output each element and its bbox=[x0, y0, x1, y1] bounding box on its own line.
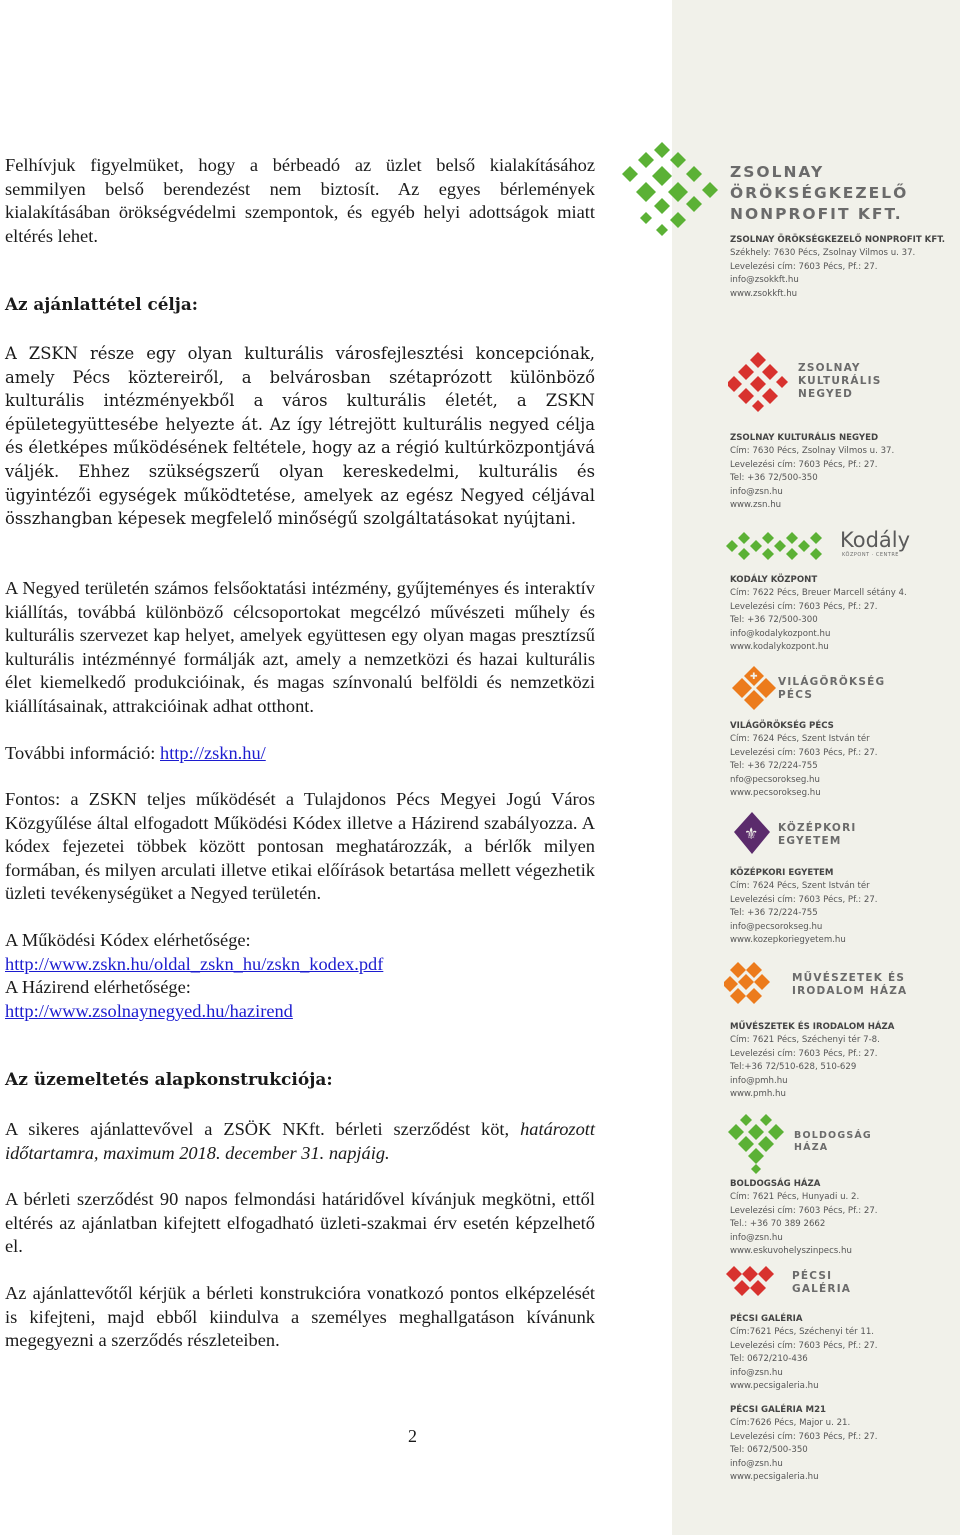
kozepkori-brand: KÖZÉPKORI EGYETEM bbox=[778, 822, 857, 847]
vilagorokseg-brand: VILÁGÖRÖKSÉG PÉCS bbox=[778, 676, 886, 701]
boldogsag-logo-icon bbox=[726, 1112, 786, 1174]
section-heading-purpose: Az ajánlattétel célja: bbox=[5, 294, 198, 314]
operation-paragraph-1 bbox=[5, 1118, 595, 1165]
kodaly-logo-icon bbox=[724, 520, 834, 564]
page-number: 2 bbox=[408, 1426, 417, 1446]
kodex-label: A Működési Kódex elérhetősége: bbox=[5, 930, 251, 950]
operation-paragraph-1-text: A sikeres ajánlattevővel a ZSÖK NKft. bérleti szerződést köt, bbox=[5, 1119, 521, 1139]
section-heading-operation: Az üzemeltetés alapkonstrukciója: bbox=[5, 1070, 333, 1090]
muveszetek-info: MŰVÉSZETEK ÉS IRODALOM HÁZA Cím: 7621 Pécs, Széchenyi tér 7-8. Levelezési cím: 7603 Pécs, Pf.: 27. Tel:+36 72/510-628, 510-629 info@pmh.hu www.pmh.hu bbox=[730, 1022, 895, 1100]
kodaly-brand: Kodály bbox=[840, 528, 911, 552]
zsn-info: ZSOLNAY KULTURÁLIS NEGYED Cím: 7630 Pécs, Zsolnay Vilmos u. 37. Levelezési cím: 7603 Pécs, Pf.: 27. Tel: +36 72/500-350 info@zsn.hu www.zsn.hu bbox=[730, 433, 895, 511]
zsn-logo-icon bbox=[728, 350, 788, 412]
kozepkori-logo-icon bbox=[730, 810, 774, 856]
operation-paragraph-1-italic: határozott időtartamra, maximum 2018. december 31. napjáig. bbox=[5, 1119, 595, 1163]
intro-paragraph: Felhívjuk figyelmüket, hogy a bérbeadó az üzlet belső kialakításához semmilyen belső berendezést nem biztosít. Az egyes bérlemények kialakításában örökségvédelmi szempontok, és egyéb helyi adottságok miatt eltérés lehet. bbox=[5, 155, 595, 246]
zsn-brand: ZSOLNAY KULTURÁLIS NEGYED bbox=[798, 362, 882, 400]
svg-text:⚜: ⚜ bbox=[744, 824, 759, 843]
purpose-paragraph-1: A ZSKN része egy olyan kulturális városfejlesztési koncepciónak, amely Pécs köztereiről, a belvárosban szétaprózott különböző kulturális intézményekből a város kulturális életét, a ZSKN épületegyüttesébe helyezte át. Az így létrejött kulturális negyed célja és életképes működésének feltétele, hogy az a régió kultúrközpontjává váljék. Ehhez szükségszerű olyan kereskedelmi, kulturális és ügyintézői egységek működtetése, amelyek az egész Negyed céljával összhangban képesek megfelelő minőségű szolgáltatásokat nyújtani. bbox=[5, 344, 595, 529]
more-info-line bbox=[5, 742, 595, 766]
hazirend-line bbox=[5, 1000, 595, 1024]
sidebar bbox=[672, 0, 960, 1535]
purpose-paragraph-2: A Negyed területén számos felsőoktatási intézmény, gyűjteményes és interaktív kiállítás, továbbá különböző célcsoportokat megcélzó művészeti műhely és kulturális szervezet kap helyet, amelyek együttesen egy olyan magas presztízsű kulturális intézménnyé formálják azt, amely a nemzetközi és hazai kulturális élet kiemelkedő produkcióinak, és magas színvonalú belföldi és nemzetközi kiállításainak, attrakcióinak adhat otthont. bbox=[5, 578, 595, 716]
zsok-info: ZSOLNAY ÖRÖKSÉGKEZELŐ NONPROFIT KFT. Székhely: 7630 Pécs, Zsolnay Vilmos u. 37. Levelezési cím: 7603 Pécs, Pf.: 27. info@zsokkft.hu www.zsokkft.hu bbox=[730, 235, 946, 299]
zsok-logo-icon bbox=[622, 138, 732, 240]
galeria-info: PÉCSI GALÉRIA Cím:7621 Pécs, Széchenyi tér 11. Levelezési cím: 7603 Pécs, Pf.: 27. Tel: 0672/210-436 info@zsn.hu www.pecsigaleria.hu bbox=[730, 1314, 878, 1392]
important-paragraph: Fontos: a ZSKN teljes működését a Tulajdonos Pécs Megyei Jogú Város Közgyűlése által elfogadott Működési Kódex illetve a Házirend szabályozza. A kódex fejezetei többek között pontosan meghatározzák, a bérlők milyen formában, és milyen arculati illetve etikai előírások betartása mellett végezhetik üzleti tevékenységüket a Negyed területén. bbox=[5, 789, 595, 904]
galeria-logo-icon bbox=[724, 1264, 780, 1304]
more-info-label: További információ: bbox=[5, 743, 160, 763]
boldogsag-info: BOLDOGSÁG HÁZA Cím: 7621 Pécs, Hunyadi u. 2. Levelezési cím: 7603 Pécs, Pf.: 27. Tel.: +36 70 389 2662 info@zsn.hu www.eskuvohelyszinpecs.hu bbox=[730, 1179, 878, 1257]
hazirend-link[interactable]: http://www.zsolnaynegyed.hu/hazirend bbox=[5, 1001, 293, 1021]
zskn-link[interactable]: http://zskn.hu/ bbox=[160, 743, 266, 763]
kozepkori-info: KÖZÉPKORI EGYETEM Cím: 7624 Pécs, Szent István tér Levelezési cím: 7603 Pécs, Pf.: 27. Tel: +36 72/224-755 info@pecsorokseg.hu www.kozepkoriegyetem.hu bbox=[730, 868, 878, 946]
kodex-line bbox=[5, 953, 595, 977]
vilagorokseg-logo-icon bbox=[730, 664, 778, 712]
galeria-brand: PÉCSI GALÉRIA bbox=[792, 1270, 852, 1295]
muveszetek-logo-icon bbox=[724, 960, 780, 1010]
operation-paragraph-2: A bérleti szerződést 90 napos felmondási határidővel kívánjuk megkötni, ettől eltérés az ajánlatban kifejtett elfogadható üzleti-szakmai érv esetén képzelhető el. bbox=[5, 1189, 595, 1257]
svg-text:✚: ✚ bbox=[750, 672, 758, 682]
kodaly-sub: KÖZPONT · CENTRE bbox=[842, 552, 899, 558]
kodaly-info: KODÁLY KÖZPONT Cím: 7622 Pécs, Breuer Marcell sétány 4. Levelezési cím: 7603 Pécs, Pf.: 27. Tel: +36 72/500-300 info@kodalykozpont.hu www.kodalykozpont.hu bbox=[730, 575, 907, 653]
kodex-link[interactable]: http://www.zskn.hu/oldal_zskn_hu/zskn_kodex.pdf bbox=[5, 954, 384, 974]
muveszetek-brand: MŰVÉSZETEK ÉS IRODALOM HÁZA bbox=[792, 972, 908, 997]
vilagorokseg-info: VILÁGÖRÖKSÉG PÉCS Cím: 7624 Pécs, Szent István tér Levelezési cím: 7603 Pécs, Pf.: 27. Tel: +36 72/224-755 nfo@pecsorokseg.hu www.pecsorokseg.hu bbox=[730, 721, 878, 799]
operation-paragraph-3: Az ajánlattevőtől kérjük a bérleti konstrukcióra vonatkozó pontos elképzelését is kifejteni, majd ebből kiindulva a személyes meghallgatáson kívánunk megegyezni a szerződés részleteiben. bbox=[5, 1283, 595, 1351]
boldogsag-brand: BOLDOGSÁG HÁZA bbox=[794, 1130, 872, 1153]
m21-info: PÉCSI GALÉRIA M21 Cím:7626 Pécs, Major u. 21. Levelezési cím: 7603 Pécs, Pf.: 27. Tel: 0672/500-350 info@zsn.hu www.pecsigaleria.hu bbox=[730, 1405, 878, 1483]
document-body bbox=[5, 0, 595, 1535]
zsok-brand: ZSOLNAY ÖRÖKSÉGKEZELŐ NONPROFIT KFT. bbox=[730, 163, 909, 223]
hazirend-label: A Házirend elérhetősége: bbox=[5, 977, 191, 997]
